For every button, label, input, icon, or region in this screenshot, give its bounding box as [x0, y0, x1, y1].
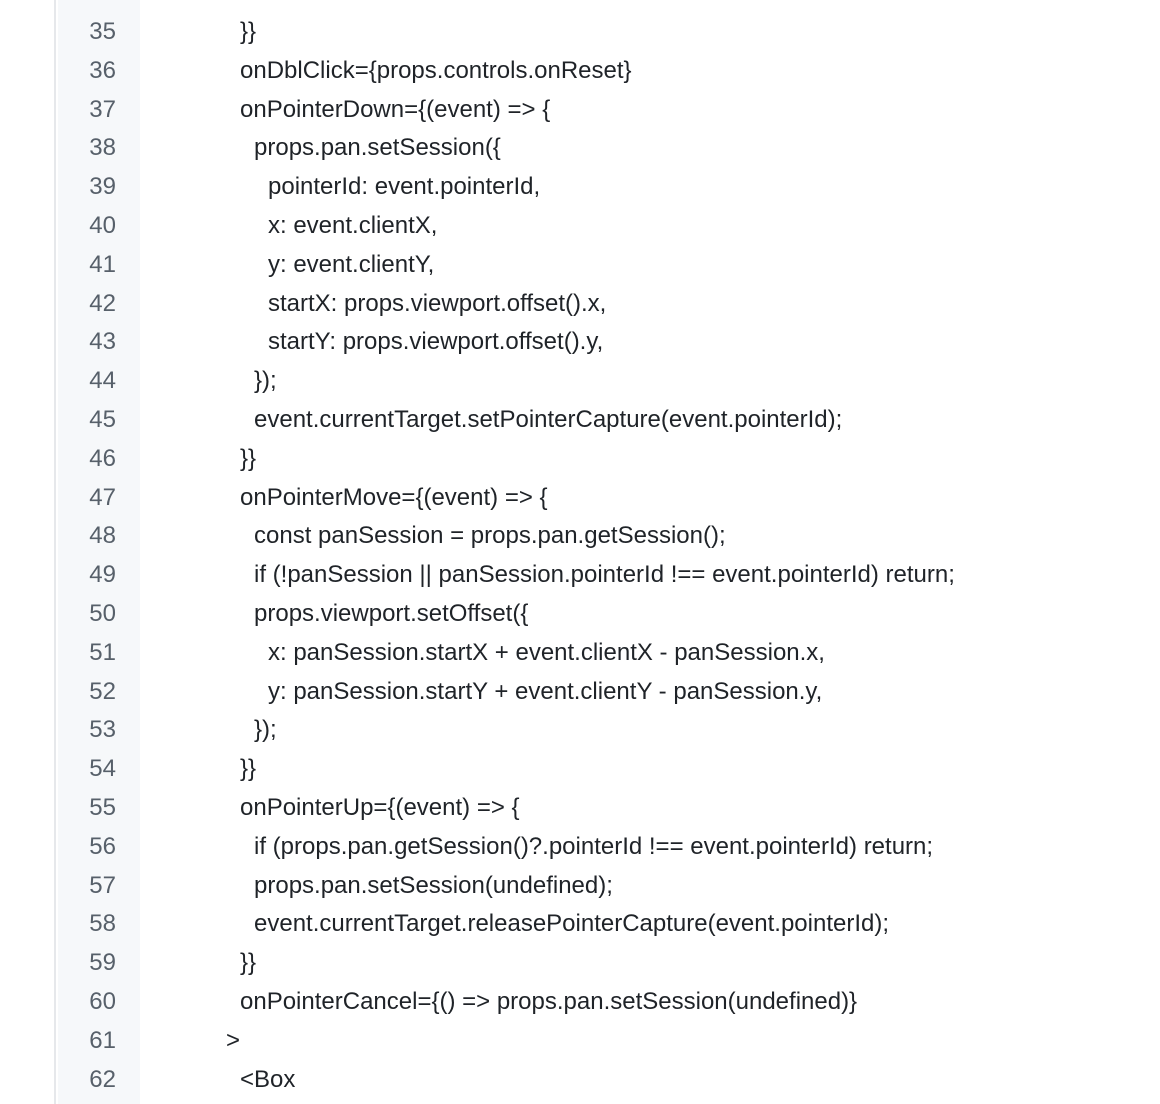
code-line: [58, 401, 1160, 440]
code-line-text: if (props.pan.getSession()?.pointerId !== event.pointerId) return;: [254, 832, 934, 860]
code-line-text: y: event.clientY,: [268, 250, 435, 278]
code-line: [58, 13, 1160, 52]
line-number: 57: [89, 871, 116, 899]
line-number: 47: [89, 483, 116, 511]
code-line: [58, 517, 1160, 556]
line-number: 40: [89, 212, 116, 239]
code-line: [58, 91, 1160, 130]
line-number: 60: [89, 988, 116, 1015]
code-line-text: if (!panSession || panSession.pointerId !== event.pointerId) return;: [254, 561, 955, 589]
code-line: [58, 1022, 1160, 1061]
code-line-text: const panSession = props.pan.getSession();: [254, 522, 726, 550]
code-line: [58, 867, 1160, 906]
left-margin-strip: [0, 0, 56, 1104]
code-line: [58, 207, 1160, 246]
code-line-text: event.currentTarget.setPointerCapture(event.pointerId);: [254, 406, 843, 433]
line-number: 41: [89, 250, 116, 278]
code-line-text: x: panSession.startX + event.clientX - panSession.x,: [268, 638, 825, 666]
line-number: 61: [89, 1026, 116, 1054]
line-number: 56: [89, 832, 116, 860]
line-number: 58: [89, 910, 116, 938]
code-line-text: }}: [240, 755, 257, 783]
line-number: 62: [89, 1065, 116, 1093]
code-line-text: }}: [240, 18, 257, 45]
code-line: [58, 168, 1160, 207]
code-line-text: onPointerCancel={() => props.pan.setSession(undefined)}: [240, 988, 858, 1015]
code-line: [58, 440, 1160, 479]
code-line-text: }}: [240, 949, 257, 977]
code-line: [58, 634, 1160, 673]
line-number: 46: [89, 444, 116, 472]
code-line-text: props.pan.setSession({: [254, 134, 501, 162]
code-line-text: >: [226, 1026, 241, 1054]
line-number: 50: [89, 600, 116, 627]
line-number: 43: [89, 328, 116, 356]
code-line: [58, 595, 1160, 634]
code-line-text: y: panSession.startY + event.clientY - panSession.y,: [268, 677, 823, 705]
line-number: 59: [89, 949, 116, 977]
line-number: 39: [89, 173, 116, 201]
line-number: 44: [89, 367, 116, 395]
code-line-text: onPointerMove={(event) => {: [240, 483, 548, 511]
code-line: [58, 905, 1160, 944]
code-line: [58, 246, 1160, 285]
code-line-text: });: [254, 716, 277, 744]
line-number: 55: [89, 794, 116, 821]
code-view: [58, 0, 1160, 1104]
code-line-text: });: [254, 367, 277, 395]
line-number: 42: [89, 289, 116, 317]
line-number: 53: [89, 716, 116, 744]
code-line: [58, 789, 1160, 828]
line-number: 48: [89, 522, 116, 550]
code-line: [58, 673, 1160, 712]
code-line: [58, 479, 1160, 518]
code-line: [58, 129, 1160, 168]
code-line-text: x: event.clientX,: [268, 212, 438, 239]
line-number: 51: [89, 638, 116, 666]
line-number: 35: [89, 18, 116, 45]
line-number: 38: [89, 134, 116, 162]
code-line-text: startY: props.viewport.offset().y,: [268, 328, 604, 356]
code-line-text: pointerId: event.pointerId,: [268, 173, 541, 201]
code-line-text: props.viewport.setOffset({: [254, 600, 529, 627]
line-number: 45: [89, 406, 116, 433]
code-line: [58, 323, 1160, 362]
line-number: 49: [89, 561, 116, 589]
code-line-text: <Box: [240, 1065, 296, 1093]
code-line: [58, 1061, 1160, 1100]
line-number: 37: [89, 95, 116, 123]
code-line: [58, 750, 1160, 789]
line-number: 36: [89, 56, 116, 84]
code-line-text: onPointerDown={(event) => {: [240, 95, 551, 123]
code-line-text: onPointerUp={(event) => {: [240, 794, 520, 821]
code-line: [58, 944, 1160, 983]
code-line-text: event.currentTarget.releasePointerCapture(event.pointerId);: [254, 910, 890, 938]
code-line: [58, 52, 1160, 91]
code-line-text: onDblClick={props.controls.onReset}: [240, 56, 632, 84]
code-line-text: props.pan.setSession(undefined);: [254, 871, 613, 899]
line-number: 52: [89, 677, 116, 705]
code-line: [58, 285, 1160, 324]
code-line-text: startX: props.viewport.offset().x,: [268, 289, 607, 317]
code-line: [58, 828, 1160, 867]
code-line: [58, 711, 1160, 750]
code-line: [58, 362, 1160, 401]
code-line: [58, 556, 1160, 595]
code-line-text: }}: [240, 444, 257, 472]
code-line: [58, 983, 1160, 1022]
line-number: 54: [89, 755, 116, 783]
